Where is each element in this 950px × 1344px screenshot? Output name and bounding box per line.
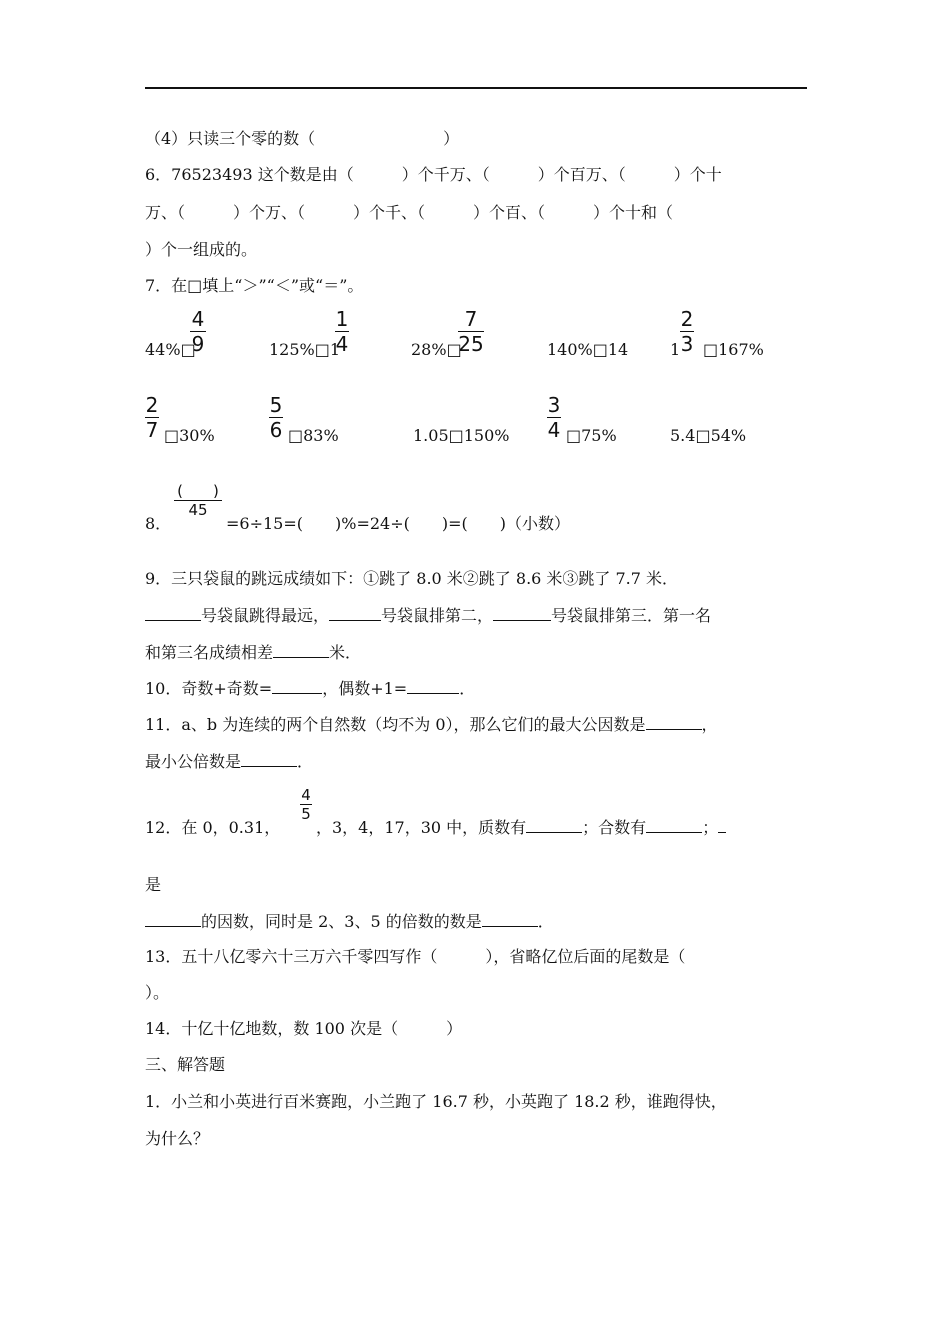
fraction — [458, 308, 484, 355]
question-11-line-1: 11．a、b 为连续的两个自然数（均不为 0），那么它们的最大公因数是 ， — [145, 715, 718, 734]
answer-blank[interactable] — [482, 910, 538, 927]
fraction — [300, 787, 312, 822]
question-10: 10．奇数+奇数= ，偶数+1= ． — [145, 679, 476, 698]
fraction-denominator: 7 — [145, 418, 159, 442]
fraction-denominator: 4 — [547, 418, 561, 442]
fraction-denominator: 25 — [458, 332, 484, 356]
question-13-line-2: ）。 — [145, 983, 170, 1002]
question-12-prefix: 12．在 0，0.31， — [145, 818, 281, 837]
fraction-numerator: 1 — [335, 307, 349, 331]
compare-item: 140%□14 — [547, 340, 629, 359]
answer-blank[interactable] — [241, 750, 297, 767]
answer-blank[interactable] — [273, 641, 329, 658]
answer-blank[interactable] — [145, 604, 201, 621]
compare-item: 125%□1 — [269, 340, 341, 359]
header-rule — [145, 87, 807, 89]
answer-blank[interactable] — [329, 604, 381, 621]
fraction-denominator: 3 — [680, 332, 694, 356]
fraction-denominator: 9 — [191, 332, 205, 356]
fraction-denominator: 6 — [269, 418, 283, 442]
answer-blank[interactable] — [407, 677, 459, 694]
compare-item: □30% — [164, 426, 215, 445]
question-8-prefix: 8． — [145, 514, 172, 533]
section-heading: 三、解答题 — [145, 1055, 226, 1074]
fraction — [680, 308, 694, 355]
fraction-numerator: 2 — [680, 307, 694, 331]
question-12-line-3: 的因数，同时是 2、3、5 的倍数的数是 ． — [145, 910, 554, 934]
compare-item: 1.05□150% — [413, 426, 510, 445]
fraction-numerator: 4 — [301, 786, 311, 804]
question-11-line-2: 最小公倍数是 ． — [145, 752, 314, 771]
compare-item: 1 — [670, 340, 681, 359]
question-14: 14．十亿十亿地数，数 100 次是（ ） — [145, 1019, 463, 1038]
fraction — [174, 483, 222, 518]
fraction-numerator: 4 — [191, 307, 205, 331]
answer-blank[interactable] — [272, 677, 322, 694]
question-7-intro: 7．在□填上“＞”“＜”或“＝”。 — [145, 276, 364, 295]
fraction-denominator: 45 — [188, 501, 208, 519]
compare-item: □167% — [703, 340, 764, 359]
compare-item: □75% — [566, 426, 617, 445]
question-6-line-3: ）个一组成的。 — [145, 240, 258, 259]
question-12-line-2: 是 — [145, 875, 162, 894]
answer-blank[interactable] — [646, 713, 702, 730]
fraction-denominator: 5 — [301, 805, 311, 823]
compare-item: 28%□ — [411, 340, 462, 359]
problem-1-line-2: 为什么？ — [145, 1129, 210, 1148]
fraction-numerator: 5 — [269, 393, 283, 417]
fraction-numerator: 7 — [464, 307, 478, 331]
answer-blank[interactable] — [718, 816, 726, 833]
answer-blank[interactable] — [526, 816, 582, 833]
fraction — [335, 308, 349, 355]
fraction — [190, 308, 206, 355]
answer-blank[interactable] — [493, 604, 551, 621]
fraction — [269, 394, 283, 441]
fraction — [145, 394, 159, 441]
fraction-numerator: 2 — [145, 393, 159, 417]
compare-item: 5.4□54% — [670, 426, 747, 445]
fraction — [547, 394, 561, 441]
fraction-denominator: 4 — [335, 332, 349, 356]
question-13-line-1: 13．五十八亿零六十三万六千零四写作（ ），省略亿位后面的尾数是（ — [145, 947, 686, 966]
compare-item: □83% — [288, 426, 339, 445]
fraction-numerator: ( ) — [177, 482, 219, 500]
question-9-line-2: 号袋鼠跳得最远， 号袋鼠排第二， 号袋鼠排第三．第一名 — [145, 604, 711, 628]
question-8-equation: =6÷15=( )%=24÷( )=( )（小数） — [226, 514, 570, 533]
question-5-4: （4）只读三个零的数（ ） — [145, 129, 460, 148]
problem-1-line-1: 1．小兰和小英进行百米赛跑，小兰跑了 16.7 秒，小英跑了 18.2 秒，谁跑得快， — [145, 1092, 727, 1111]
question-12-text: ，3，4，17，30 中，质数有 ；合数有 ； — [316, 815, 726, 838]
question-6-line-2: 万、（ ）个万、（ ）个千、（ ）个百、（ ）个十和（ — [145, 203, 674, 222]
question-6-line-1: 6．76523493 这个数是由（ ）个千万、（ ）个百万、（ ）个十 — [145, 165, 722, 184]
compare-item: 44%□ — [145, 340, 196, 359]
fraction-numerator: 3 — [547, 393, 561, 417]
question-9-line-3: 和第三名成绩相差 米． — [145, 643, 362, 662]
answer-blank[interactable] — [145, 910, 201, 927]
answer-blank[interactable] — [646, 816, 702, 833]
question-9-line-1: 9．三只袋鼠的跳远成绩如下：①跳了 8.0 米②跳了 8.6 米③跳了 7.7 米． — [145, 569, 679, 588]
